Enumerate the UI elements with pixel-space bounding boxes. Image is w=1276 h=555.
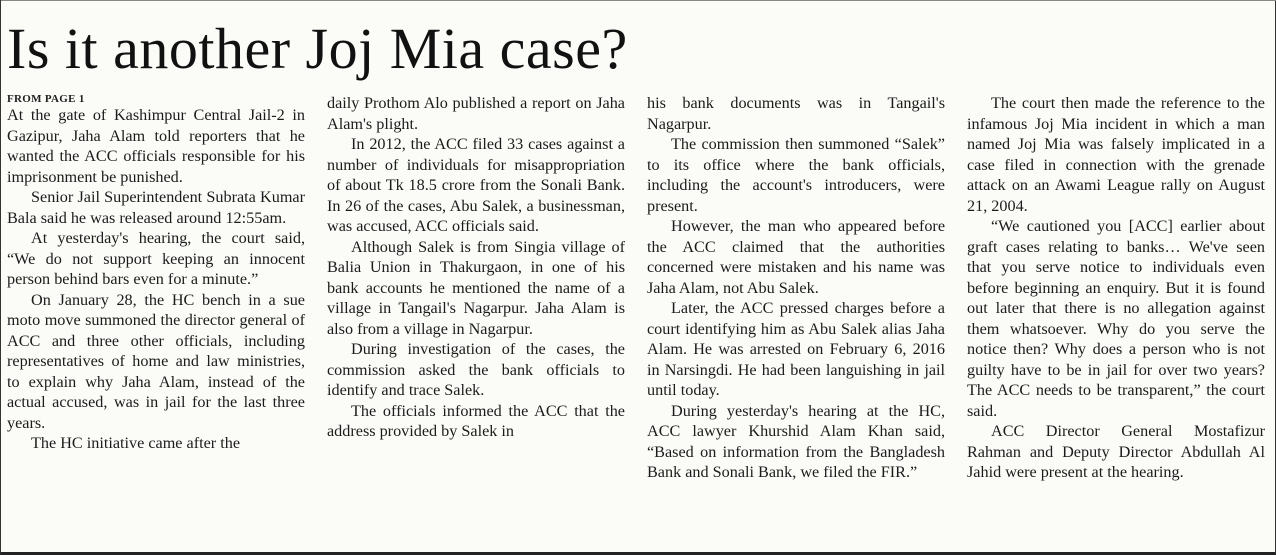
paragraph: In 2012, the ACC filed 33 cases against a number of individuals for misappropriation of about Tk 18.5 crore from the Sonali Bank. In 26 of the cases, Abu Salek, a businessman, was accused, ACC officials said. — [327, 135, 625, 235]
paragraph: On January 28, the HC bench in a sue moto move summoned the director general of ACC and three other officials, including representatives of home and law ministries, to explain why Jaha Alam, instead of the actual accused, was in jail for the last three years. — [7, 290, 305, 432]
paragraph: The HC initiative came after the — [31, 434, 240, 452]
article-column-2 — [327, 93, 625, 442]
article-column-4 — [967, 93, 1265, 483]
paragraph: daily Prothom Alo published a report on Jaha Alam's plight. — [327, 94, 625, 133]
paragraph: Senior Jail Superintendent Subrata Kumar Bala said he was released around 12:55am. — [7, 188, 305, 227]
paragraph: Later, the ACC pressed charges before a court identifying him as Abu Salek alias Jaha Alam. He was arrested on February 6, 2016 in Narsingdi. He had been languishing in jail until today. — [647, 299, 945, 399]
paragraph: ACC Director General Mostafizur Rahman and Deputy Director Abdullah Al Jahid were present at the hearing. — [967, 422, 1265, 481]
paragraph: his bank documents was in Tangail's Nagarpur. — [647, 94, 945, 133]
paragraph: During yesterday's hearing at the HC, ACC lawyer Khurshid Alam Khan said, “Based on information from the Bangladesh Bank and Sonali Bank, we filed the FIR.” — [647, 401, 945, 481]
paragraph: During investigation of the cases, the commission asked the bank officials to identify and trace Salek. — [327, 340, 625, 399]
paragraph: At yesterday's hearing, the court said, “We do not support keeping an innocent person behind bars even for a minute.” — [7, 229, 305, 288]
paragraph: The commission then summoned “Salek” to its office where the bank officials, including the account's introducers, were present. — [647, 135, 945, 215]
paragraph: Although Salek is from Singia village of Balia Union in Thakurgaon, in one of his bank accounts he mentioned the name of a village in Tangail's Nagarpur. Jaha Alam is also from a village in Nagarpur. — [327, 237, 625, 338]
article-column-3 — [647, 93, 945, 483]
article-column-1 — [7, 93, 305, 454]
paragraph: The officials informed the ACC that the address provided by Salek in — [327, 401, 625, 440]
paragraph: The court then made the reference to the infamous Joj Mia incident in which a man named Joj Mia was falsely implicated in a case filed in connection with the grenade attack on an Awami League rally on August 21, 2004. — [967, 94, 1265, 215]
paragraph: However, the man who appeared before the ACC claimed that the authorities concerned were mistaken and his name was Jaha Alam, not Abu Salek. — [647, 217, 945, 297]
paragraph: At the gate of Kashimpur Central Jail-2 in Gazipur, Jaha Alam told reporters that he wanted the ACC officials responsible for his imprisonment be punished. — [7, 106, 305, 186]
headline: Is it another Joj Mia case? — [7, 16, 628, 81]
top-rule — [1, 0, 1276, 5]
paragraph: “We cautioned you [ACC] earlier about graft cases relating to banks… We've seen that you serve notice to individuals even before beginning an enquiry. But it is found out later that there is no allegation against them whatsoever. Why do you serve the notice then? Why does a person who is not guilty have to be in jail for over two years? The ACC needs to be transparent,” the court said. — [967, 217, 1265, 420]
continuation-kicker: FROM PAGE 1 — [7, 93, 85, 105]
